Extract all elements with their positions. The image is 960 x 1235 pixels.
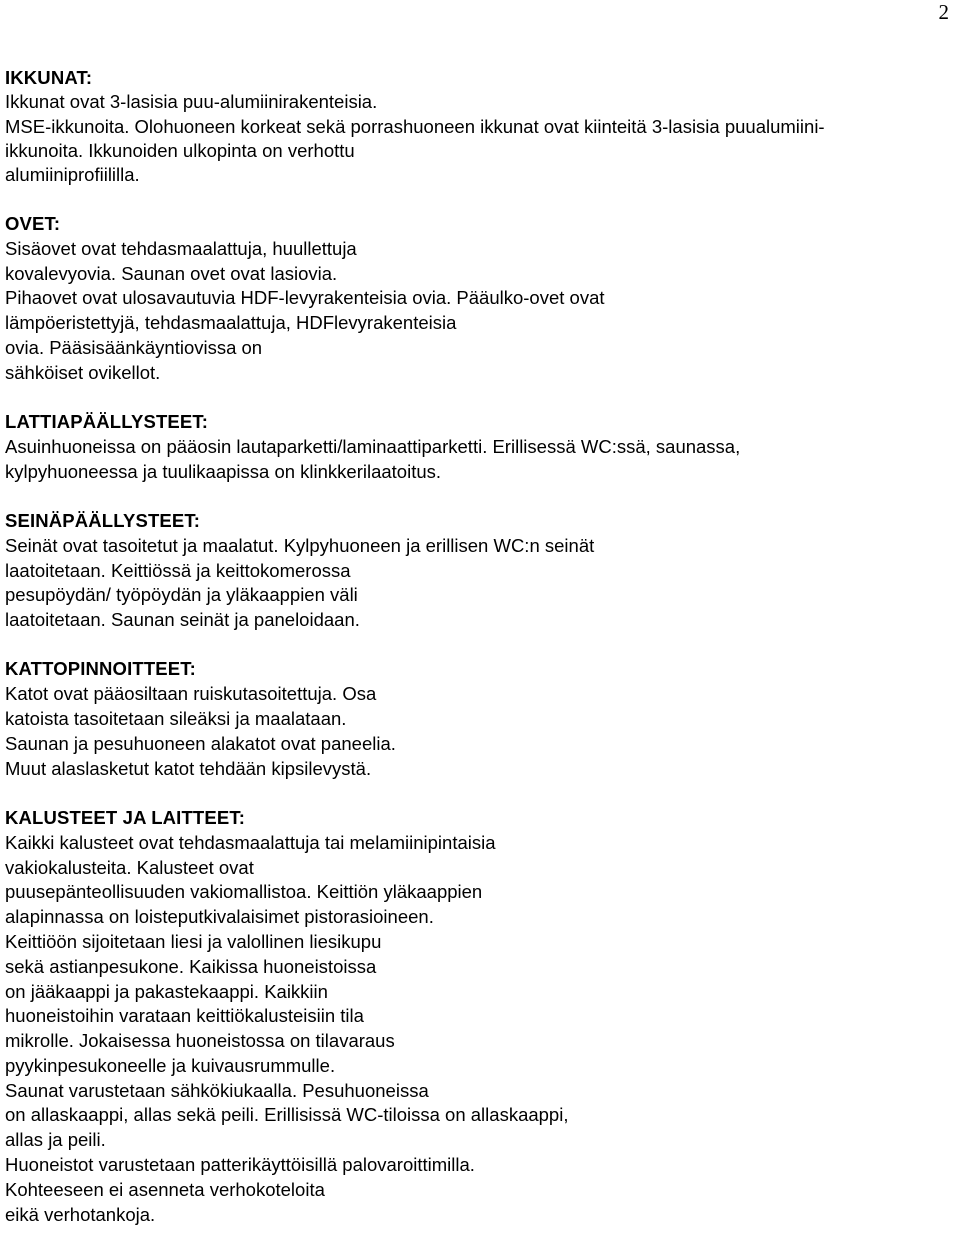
page-number: 2	[938, 0, 949, 24]
text-line: Seinät ovat tasoitetut ja maalatut. Kylpyhuoneen ja erillisen WC:n seinät	[5, 534, 595, 556]
text-line: Pihaovet ovat ulosavautuvia HDF-levyrakenteisia ovia. Pääulko-ovet ovat	[5, 287, 605, 309]
text-line: laatoitetaan. Saunan seinät ja paneloidaan.	[5, 609, 360, 631]
text-line: MSE-ikkunoita. Olohuoneen korkeat sekä porrashuoneen ikkunat ovat kiinteitä 3-lasisia puualumiini-	[5, 115, 825, 137]
section-kalusteet-ja-laitteet	[5, 806, 955, 1228]
text-line: huoneistoihin varataan keittiökalusteisiin tila	[5, 1005, 364, 1027]
text-line: puusepänteollisuuden vakiomallistoa. Keittiön yläkaappien	[5, 881, 483, 903]
text-line: sähköiset ovikellot.	[5, 361, 161, 383]
text-line: lämpöeristettyjä, tehdasmaalattuja, HDFlevyrakenteisia	[5, 312, 457, 334]
section-heading: SEINÄPÄÄLLYSTEET:	[5, 509, 201, 531]
section-ovet	[5, 212, 955, 386]
section-heading: OVET:	[5, 212, 61, 234]
text-line: kovalevyovia. Saunan ovet ovat lasiovia.	[5, 262, 338, 284]
text-line: Sisäovet ovat tehdasmaalattuja, huullettuja	[5, 237, 357, 259]
text-line: Kaikki kalusteet ovat tehdasmaalattuja tai melamiinipintaisia	[5, 831, 496, 853]
text-line: Muut alaslasketut katot tehdään kipsilevystä.	[5, 757, 372, 779]
text-line: kylpyhuoneessa ja tuulikaapissa on klinkkerilaatoitus.	[5, 460, 442, 482]
text-line: Keittiöön sijoitetaan liesi ja valollinen liesikupu	[5, 930, 382, 952]
text-line: vakiokalusteita. Kalusteet ovat	[5, 856, 254, 878]
text-line: sekä astianpesukone. Kaikissa huoneistoissa	[5, 955, 377, 977]
section-heading: KALUSTEET JA LAITTEET:	[5, 806, 246, 828]
section-seinapaallysteet	[5, 509, 955, 633]
text-line: Katot ovat pääosiltaan ruiskutasoitettuja. Osa	[5, 683, 377, 705]
text-line: Saunan ja pesuhuoneen alakatot ovat paneelia.	[5, 732, 396, 754]
text-line: ikkunoita. Ikkunoiden ulkopinta on verhottu	[5, 139, 355, 161]
section-kattopinnoitteet	[5, 657, 955, 781]
text-line: Huoneistot varustetaan patterikäyttöisillä palovaroittimilla.	[5, 1154, 475, 1176]
text-line: eikä verhotankoja.	[5, 1203, 156, 1225]
document-body	[5, 66, 955, 1227]
text-line: allas ja peili.	[5, 1129, 106, 1151]
text-line: pesupöydän/ työpöydän ja yläkaappien väli	[5, 584, 358, 606]
text-line: alapinnassa on loisteputkivalaisimet pistorasioineen.	[5, 906, 434, 928]
section-heading: IKKUNAT:	[5, 67, 93, 88]
text-line: Saunat varustetaan sähkökiukaalla. Pesuhuoneissa	[5, 1079, 429, 1101]
section-ikkunat	[5, 66, 955, 187]
text-line: Asuinhuoneissa on pääosin lautaparketti/laminaattiparketti. Erillisessä WC:ssä, saunassa,	[5, 435, 741, 457]
text-line: Ikkunat ovat 3-lasisia puu-alumiinirakenteisia.	[5, 91, 378, 113]
section-lattiapaallysteet	[5, 410, 955, 484]
text-line: pyykinpesukoneelle ja kuivausrummulle.	[5, 1054, 336, 1076]
text-line: katoista tasoitetaan sileäksi ja maalataan.	[5, 708, 347, 730]
text-line: Kohteeseen ei asenneta verhokoteloita	[5, 1178, 325, 1200]
text-line: on allaskaappi, allas sekä peili. Erillisissä WC-tiloissa on allaskaappi,	[5, 1104, 569, 1126]
section-heading: LATTIAPÄÄLLYSTEET:	[5, 411, 209, 433]
text-line: ovia. Pääsisäänkäyntiovissa on	[5, 336, 263, 358]
section-heading: KATTOPINNOITTEET:	[5, 658, 196, 680]
text-line: alumiiniprofiililla.	[5, 164, 140, 186]
text-line: mikrolle. Jokaisessa huoneistossa on tilavaraus	[5, 1030, 395, 1052]
text-line: laatoitetaan. Keittiössä ja keittokomerossa	[5, 559, 351, 581]
text-line: on jääkaappi ja pakastekaappi. Kaikkiin	[5, 980, 328, 1002]
